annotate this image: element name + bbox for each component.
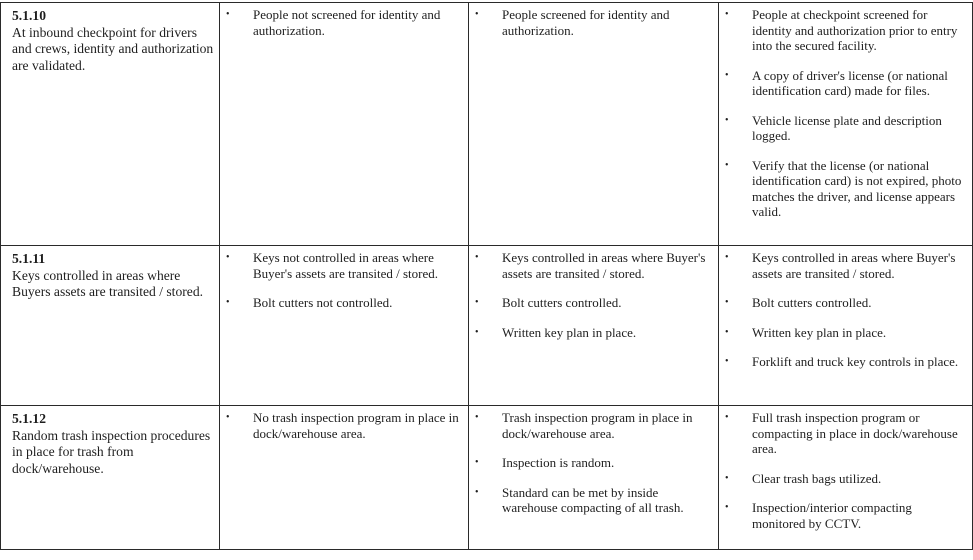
list-item: • Keys controlled in areas where Buyer's assets are transited / stored.	[475, 250, 706, 281]
bullet-icon: •	[226, 252, 230, 263]
level-3-cell	[719, 406, 973, 550]
list-item: • Written key plan in place.	[725, 324, 887, 340]
list-item: • People screened for identity and authorization.	[475, 7, 670, 38]
bullet-icon: •	[725, 326, 729, 338]
bullet-icon: •	[725, 297, 729, 308]
bullet-icon: •	[725, 9, 729, 20]
bullet-icon: •	[475, 326, 479, 338]
bullet-icon: •	[725, 114, 729, 126]
level-2-cell	[469, 246, 719, 406]
bullet-icon: •	[725, 252, 729, 263]
bullet-icon: •	[226, 412, 230, 423]
requirements-table	[0, 2, 973, 550]
bullet-icon: •	[725, 356, 729, 367]
list-item: • People not screened for identity and authorization.	[226, 7, 441, 38]
level-3-cell	[719, 3, 973, 246]
level-3-cell	[719, 246, 973, 406]
level-2-cell	[469, 3, 719, 246]
bullet-icon: •	[475, 9, 479, 20]
list-item: • Keys not controlled in areas where Buyer's assets are transited / stored.	[226, 250, 439, 281]
bullet-icon: •	[725, 159, 729, 171]
list-item: • Verify that the license (or national identification card) is not expired, photo matches the driver, and license appears valid.	[725, 157, 962, 219]
requirement-cell	[1, 406, 220, 550]
bullet-icon: •	[226, 297, 230, 308]
list-item: • Vehicle license plate and description logged.	[725, 112, 942, 143]
list-item: • Written key plan in place.	[475, 324, 637, 340]
requirement-cell	[1, 246, 220, 406]
list-item: • Bolt cutters controlled.	[475, 295, 622, 310]
requirement-cell	[1, 3, 220, 246]
bullet-icon: •	[475, 457, 479, 468]
level-2-cell	[469, 406, 719, 550]
list-item: • Bolt cutters controlled.	[725, 295, 872, 310]
level-1-cell	[220, 246, 469, 406]
list-item: • A copy of driver's license (or national identification card) made for files.	[725, 67, 948, 98]
bullet-icon: •	[226, 9, 230, 20]
level-1-cell	[220, 406, 469, 550]
list-item: • Trash inspection program in place in dock/warehouse area.	[475, 410, 693, 441]
list-item: • Inspection/interior compacting monitored by CCTV.	[725, 500, 912, 531]
requirement-id: 5.1.10	[12, 8, 46, 23]
list-item: • Full trash inspection program or compacting in place in dock/warehouse area.	[725, 410, 958, 456]
bullet-icon: •	[725, 472, 729, 484]
bullet-icon: •	[725, 502, 729, 513]
list-item: • Forklift and truck key controls in place.	[725, 354, 959, 369]
bullet-icon: •	[475, 297, 479, 308]
list-item: • Clear trash bags utilized.	[725, 470, 882, 486]
list-item: • No trash inspection program in place in dock/warehouse area.	[226, 410, 459, 441]
bullet-icon: •	[725, 412, 729, 423]
bullet-icon: •	[475, 486, 479, 498]
bullet-icon: •	[725, 69, 729, 81]
table-row-5-1-10	[1, 3, 973, 246]
list-item: • Keys controlled in areas where Buyer's assets are transited / stored.	[725, 250, 956, 281]
requirement-id: 5.1.11	[12, 251, 46, 266]
level-1-cell	[220, 3, 469, 246]
table-row-5-1-11	[1, 246, 973, 406]
bullet-icon: •	[475, 252, 479, 263]
table-row-5-1-12	[1, 406, 973, 550]
list-item: • Standard can be met by inside warehouse compacting of all trash.	[475, 484, 684, 515]
requirement-title: At inbound checkpoint for drivers and crews, identity and authorization are validated.	[12, 24, 214, 73]
list-item: • Bolt cutters not controlled.	[226, 295, 393, 310]
requirement-title: Keys controlled in areas where Buyers assets are transited / stored.	[12, 267, 204, 299]
list-item: • People at checkpoint screened for identity and authorization prior to entry into the secured facility.	[725, 7, 958, 53]
requirement-title: Random trash inspection procedures in place for trash from dock/warehouse.	[12, 427, 211, 476]
bullet-icon: •	[475, 412, 479, 423]
requirement-id: 5.1.12	[12, 411, 46, 426]
list-item: • Inspection is random.	[475, 455, 615, 470]
